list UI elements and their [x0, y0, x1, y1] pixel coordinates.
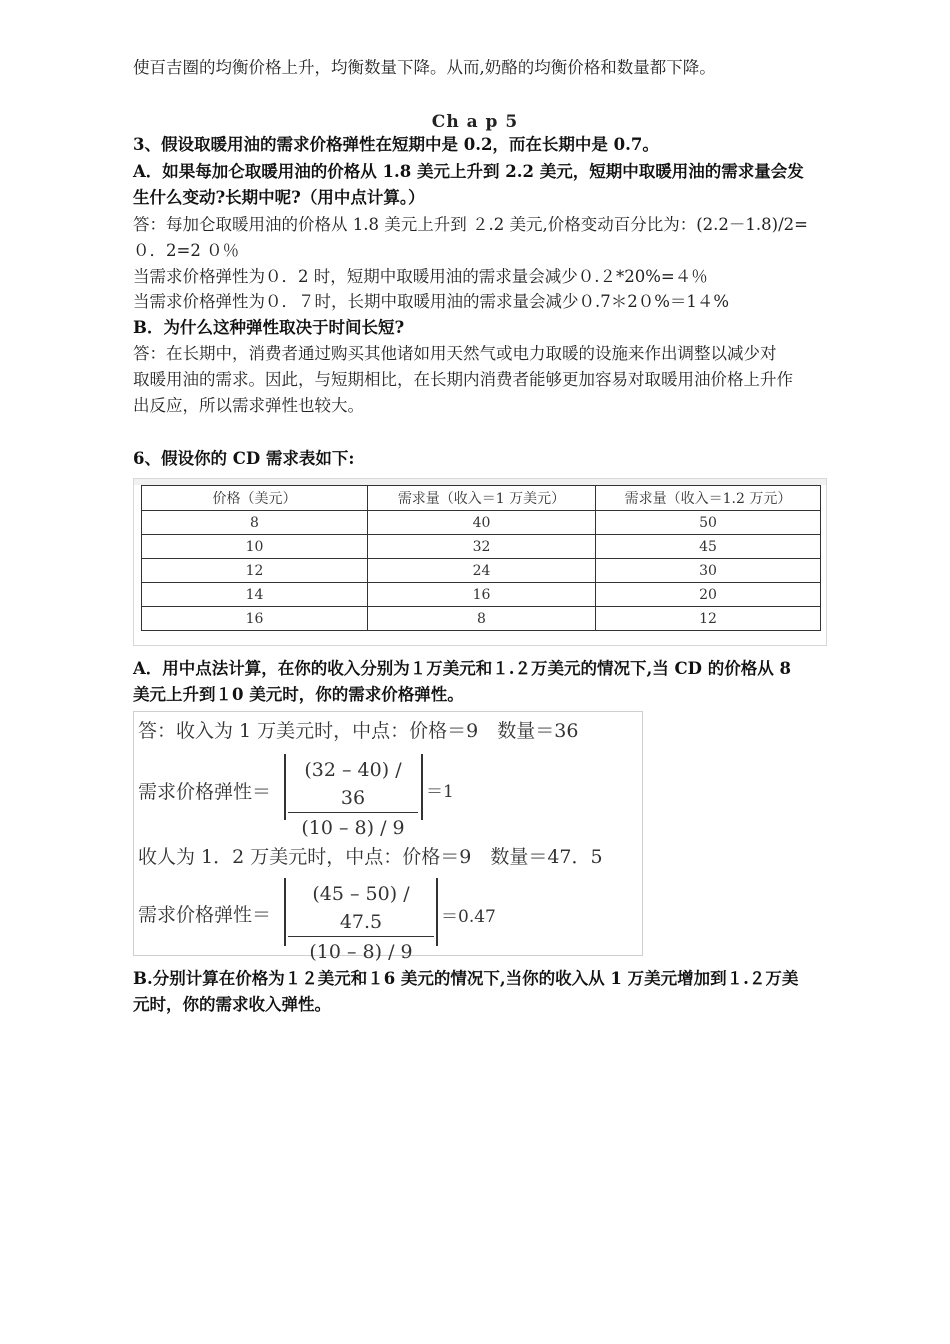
col-header-price: 价格（美元）: [142, 486, 368, 511]
q3-answer-b-line1: 答：在长期中，消费者通过购买其他诸如用天然气或电力取暖的设施来作出调整以减少对: [133, 344, 777, 363]
q3-answer-b-line3: 出反应，所以需求弹性也较大。: [133, 396, 364, 415]
fraction-2: [288, 880, 434, 967]
abs-bar-left-2: [284, 878, 286, 946]
q3-answer-a-line1: 答：每加仑取暖用油的价格从 1.8 美元上升到 ２.2 美元,价格变动百分比为：(2.2－1.8)/2=: [133, 215, 808, 234]
fraction-2-denominator: (10 – 8) / 9: [309, 941, 413, 963]
cell-qty-1: 8: [368, 607, 596, 631]
q3-answer-a-line3: 当需求价格弹性为０．2 时，短期中取暖用油的需求量会减少０.２*20%=４％: [133, 267, 708, 286]
formula-label-1: 需求价格弹性＝: [138, 781, 272, 803]
q3-part-a-line1: A．如果每加仑取暖用油的价格从 1.8 美元上升到 2.2 美元，短期中取暖用油的需求量会发: [133, 162, 804, 181]
fraction-1-denominator: (10 – 8) / 9: [301, 817, 405, 839]
cell-qty-1: 16: [368, 583, 596, 607]
cell-price: 16: [142, 607, 368, 631]
cell-price: 12: [142, 559, 368, 583]
table-row: [142, 535, 821, 559]
col-header-qty-income-1: 需求量（收入＝1 万美元）: [368, 486, 596, 511]
abs-bar-right-2: [436, 878, 438, 946]
q6-part-b-line2: 元时，你的需求收入弹性。: [133, 995, 331, 1014]
abs-bar-left-1: [284, 754, 286, 820]
table-header-row: [142, 486, 821, 511]
cell-qty-1-2: 12: [596, 607, 821, 631]
formula-midpoint-line-1: 答：收入为 1 万美元时，中点：价格＝9 数量＝36: [138, 720, 579, 742]
table-row: [142, 607, 821, 631]
top-text-line: 使百吉圈的均衡价格上升，均衡数量下降。从而,奶酪的均衡价格和数量都下降。: [133, 58, 716, 77]
cd-demand-table: [141, 485, 821, 631]
cell-qty-1: 24: [368, 559, 596, 583]
cell-qty-1-2: 20: [596, 583, 821, 607]
formula-result-2: ＝0.47: [441, 907, 496, 927]
chapter-title: Ch a p 5: [431, 112, 519, 132]
formula-answer-image: [133, 711, 643, 963]
cell-qty-1: 40: [368, 511, 596, 535]
cell-qty-1-2: 50: [596, 511, 821, 535]
table-row: [142, 511, 821, 535]
q3-title: 3、假设取暖用油的需求价格弹性在短期中是 0.2，而在长期中是 0.7。: [133, 135, 659, 154]
cell-price: 10: [142, 535, 368, 559]
formula-label-2: 需求价格弹性＝: [138, 904, 272, 926]
fraction-1-numerator: (32 – 40) / 36: [288, 756, 418, 813]
cell-price: 8: [142, 511, 368, 535]
q3-answer-a-line2: ０．2=2 ０％: [133, 241, 240, 260]
q6-part-a-line2: 美元上升到１0 美元时，你的需求价格弹性。: [133, 685, 464, 704]
fraction-2-numerator: (45 – 50) / 47.5: [288, 880, 434, 937]
table-row: [142, 559, 821, 583]
formula-midpoint-line-2: 收人为 1．2 万美元时，中点：价格＝9 数量＝47．5: [138, 846, 603, 868]
q6-part-b-line1: B.分别计算在价格为１２美元和１6 美元的情况下,当你的收入从 1 万美元增加到１.２万美: [133, 969, 799, 988]
q3-part-b: B．为什么这种弹性取决于时间长短?: [133, 318, 405, 337]
q3-part-a-line2: 生什么变动?长期中呢?（用中点计算。）: [133, 188, 425, 207]
q6-title: 6、假设你的 CD 需求表如下:: [133, 449, 355, 468]
q3-answer-a-line4: 当需求价格弹性为０．７时，长期中取暖用油的需求量会减少０.7＊2０%＝1４%: [133, 292, 730, 311]
formula-result-1: ＝1: [426, 782, 454, 802]
table-row: [142, 583, 821, 607]
col-header-qty-income-1-2: 需求量（收入＝1.2 万元）: [596, 486, 821, 511]
q6-part-a-line1: A．用中点法计算，在你的收入分别为１万美元和１.２万美元的情况下,当 CD 的价格从 8: [133, 659, 791, 678]
fraction-1: [288, 756, 418, 843]
cell-price: 14: [142, 583, 368, 607]
cell-qty-1-2: 30: [596, 559, 821, 583]
abs-bar-right-1: [421, 754, 423, 820]
cd-demand-table-image: [133, 478, 827, 646]
cell-qty-1-2: 45: [596, 535, 821, 559]
cell-qty-1: 32: [368, 535, 596, 559]
q3-answer-b-line2: 取暖用油的需求。因此，与短期相比，在长期内消费者能够更加容易对取暖用油价格上升作: [133, 370, 793, 389]
